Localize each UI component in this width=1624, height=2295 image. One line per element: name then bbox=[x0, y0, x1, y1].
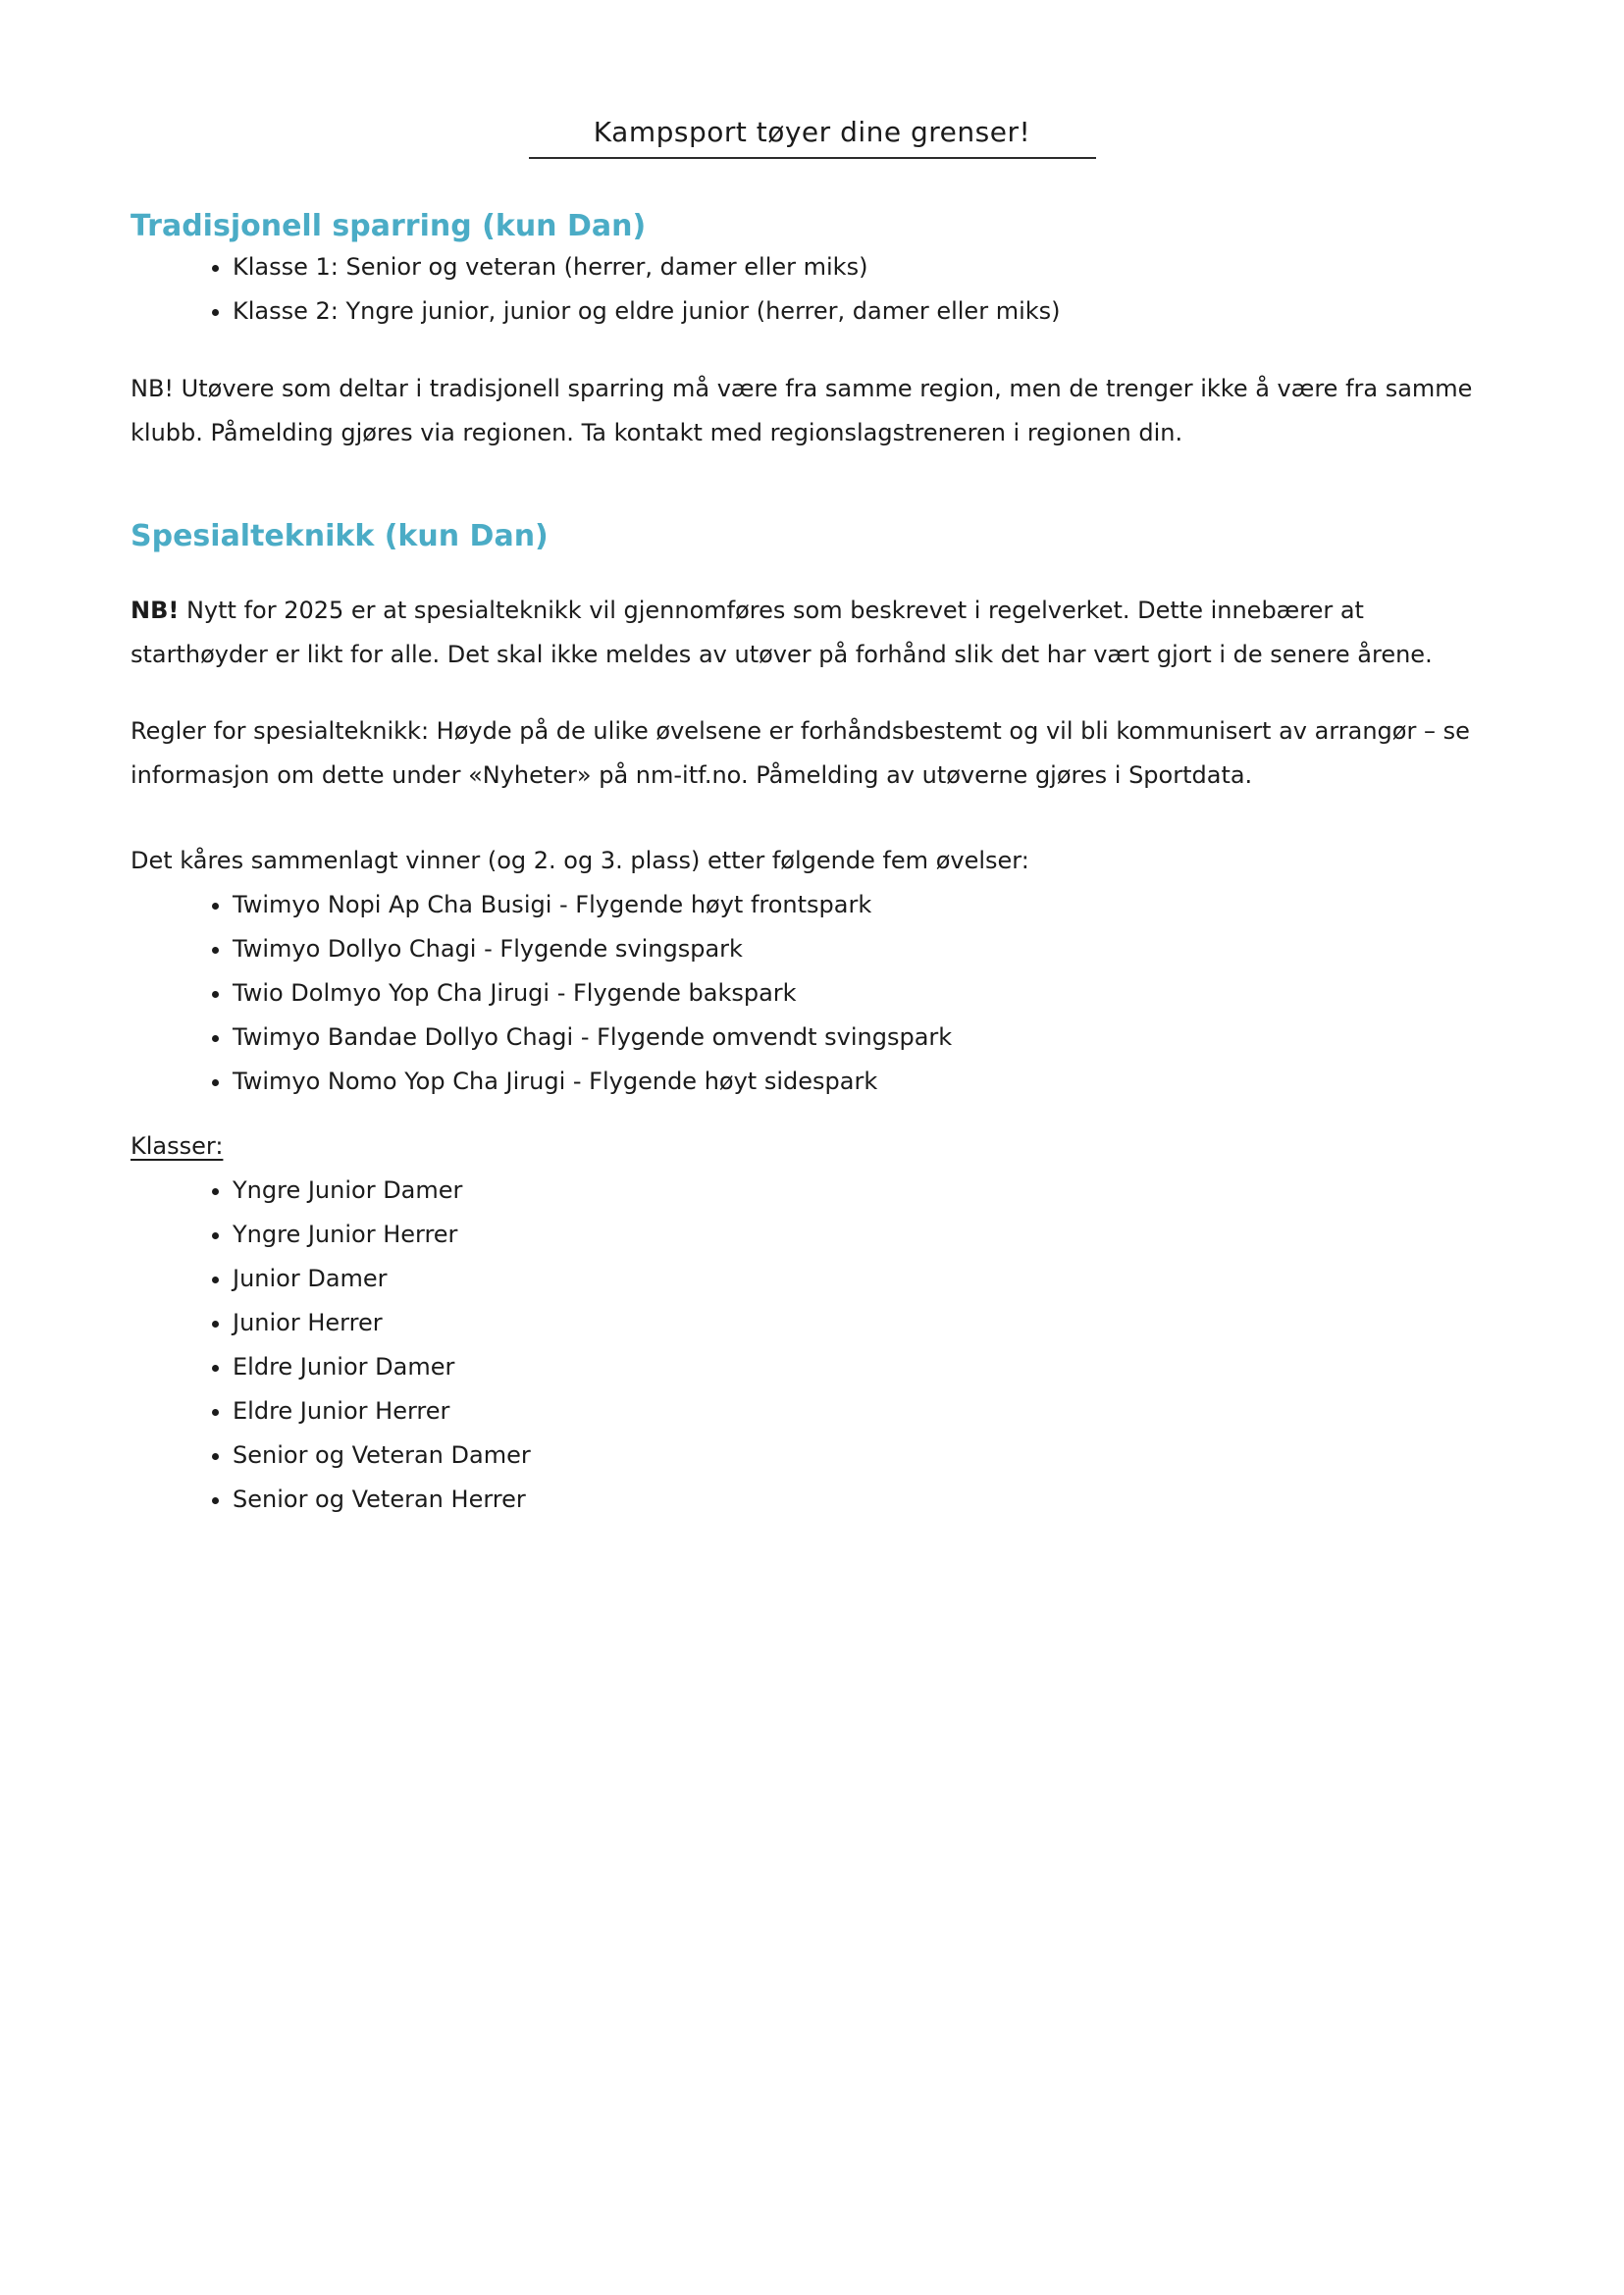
spesialteknikk-news-paragraph bbox=[131, 589, 1485, 677]
classes-label-text: Klasser: bbox=[131, 1132, 224, 1160]
list-item: • Klasse 1: Senior og veteran (herrer, damer eller miks) bbox=[233, 245, 1485, 289]
list-item: • Klasse 2: Yngre junior, junior og eldre junior (herrer, damer eller miks) bbox=[233, 289, 1485, 334]
list-item: • Junior Herrer bbox=[233, 1301, 1485, 1345]
list-item: • Twio Dolmyo Yop Cha Jirugi - Flygende bakspark bbox=[233, 971, 1485, 1016]
rules-paragraph: Regler for spesialteknikk: Høyde på de ulike øvelsene er forhåndsbestemt og vil bli kommunisert av arrangør – se informasjon om dette under «Nyheter» på nm-itf.no. Påmelding av utøverne gjøres i Sportdata. bbox=[131, 717, 1470, 789]
list-item: • Twimyo Nopi Ap Cha Busigi - Flygende høyt frontspark bbox=[233, 883, 1485, 927]
page-content bbox=[0, 208, 1624, 1522]
sparring-note-paragraph: NB! Utøvere som deltar i tradisjonell sparring må være fra samme region, men de trenger ikke å være fra samme klubb. Påmelding gjøres via regionen. Ta kontakt med regionslagstreneren i regionen din. bbox=[131, 375, 1473, 446]
list-item: • Twimyo Bandae Dollyo Chagi - Flygende omvendt svingspark bbox=[233, 1016, 1485, 1060]
list-item: • Eldre Junior Damer bbox=[233, 1345, 1485, 1389]
events-intro-paragraph: Det kåres sammenlagt vinner (og 2. og 3. plass) etter følgende fem øvelser: bbox=[131, 847, 1029, 874]
list-item: • Eldre Junior Herrer bbox=[233, 1389, 1485, 1434]
list-item: • Senior og Veteran Herrer bbox=[233, 1478, 1485, 1522]
list-item: • Yngre Junior Damer bbox=[233, 1169, 1485, 1213]
header-underline-rule bbox=[529, 116, 1096, 159]
list-item: • Twimyo Nomo Yop Cha Jirugi - Flygende høyt sidespark bbox=[233, 1060, 1485, 1104]
nb-note-text: Nytt for 2025 er at spesialteknikk vil gjennomføres som beskrevet i regelverket. Dette innebærer at starthøyder er likt for alle. Det skal ikke meldes av utøver på forhånd slik det har vært gjort i de senere årene. bbox=[131, 597, 1433, 668]
list-item: • Yngre Junior Herrer bbox=[233, 1213, 1485, 1257]
classes-list bbox=[131, 1169, 1485, 1522]
header-slogan: Kampsport tøyer dine grenser! bbox=[593, 116, 1031, 148]
list-item: • Twimyo Dollyo Chagi - Flygende svingspark bbox=[233, 927, 1485, 971]
page-header bbox=[0, 0, 1624, 159]
section-heading-spesialteknikk: Spesialteknikk (kun Dan) bbox=[131, 519, 549, 553]
sparring-class-list bbox=[131, 245, 1485, 334]
list-item: • Junior Damer bbox=[233, 1257, 1485, 1301]
nb-bold-prefix: NB! bbox=[131, 597, 180, 624]
section-heading-tradisjonell-sparring: Tradisjonell sparring (kun Dan) bbox=[131, 209, 647, 243]
list-item: • Senior og Veteran Damer bbox=[233, 1434, 1485, 1478]
classes-label bbox=[131, 1124, 1485, 1169]
events-list bbox=[131, 883, 1485, 1104]
